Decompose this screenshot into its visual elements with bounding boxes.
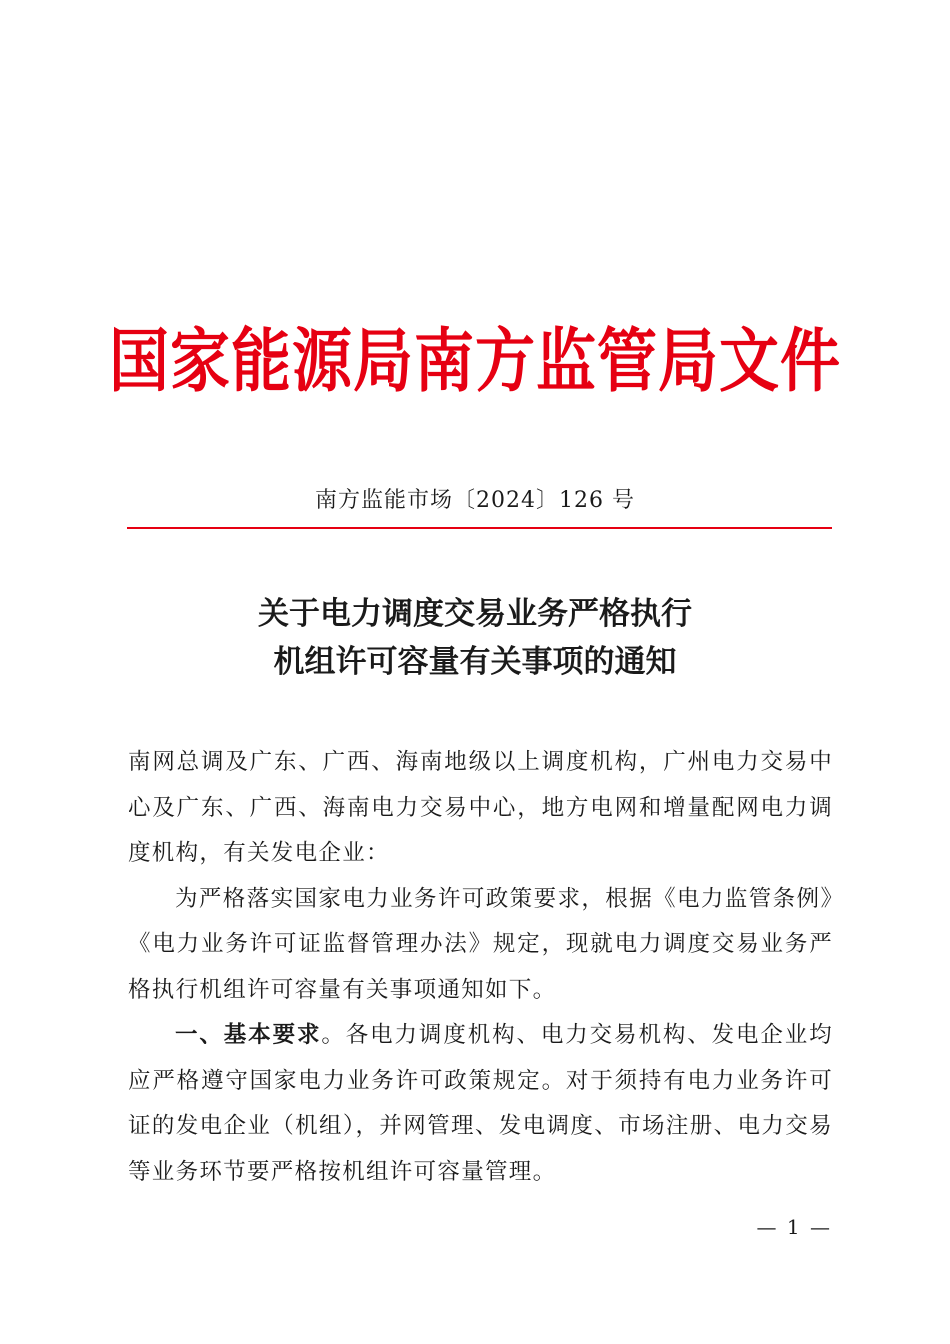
notice-title-line-1: 关于电力调度交易业务严格执行 — [258, 596, 692, 632]
intro-paragraph: 为严格落实国家电力业务许可政策要求，根据《电力监管条例》《电力业务许可证监督管理办法》规定，现就电力调度交易业务严格执行机组许可容量有关事项通知如下。 — [128, 885, 833, 1003]
section-1-text: 。各电力调度机构、电力交易机构、发电企业均应严格遵守国家电力业务许可政策规定。对于须持有电力业务许可证的发电企业（机组），并网管理、发电调度、市场注册、电力交易等业务环节要严格按机组许可容量管理。 — [128, 1022, 833, 1185]
page-number: — 1 — — [756, 1215, 832, 1239]
section-1-paragraph — [128, 1013, 833, 1195]
section-1-heading: 一、基本要求 — [175, 1022, 322, 1048]
red-separator-line — [127, 527, 832, 529]
notice-title-line-2: 机组许可容量有关事项的通知 — [273, 644, 677, 680]
masthead-title: 国家能源局南方监管局文件 — [109, 321, 841, 402]
document-number: 南方监能市场〔2024〕126 号 — [315, 488, 635, 513]
document-body — [128, 740, 833, 1195]
notice-title — [0, 590, 950, 686]
addressees-paragraph: 南网总调及广东、广西、海南地级以上调度机构，广州电力交易中心及广东、广西、海南电力交易中心，地方电网和增量配网电力调度机构，有关发电企业： — [128, 749, 833, 866]
